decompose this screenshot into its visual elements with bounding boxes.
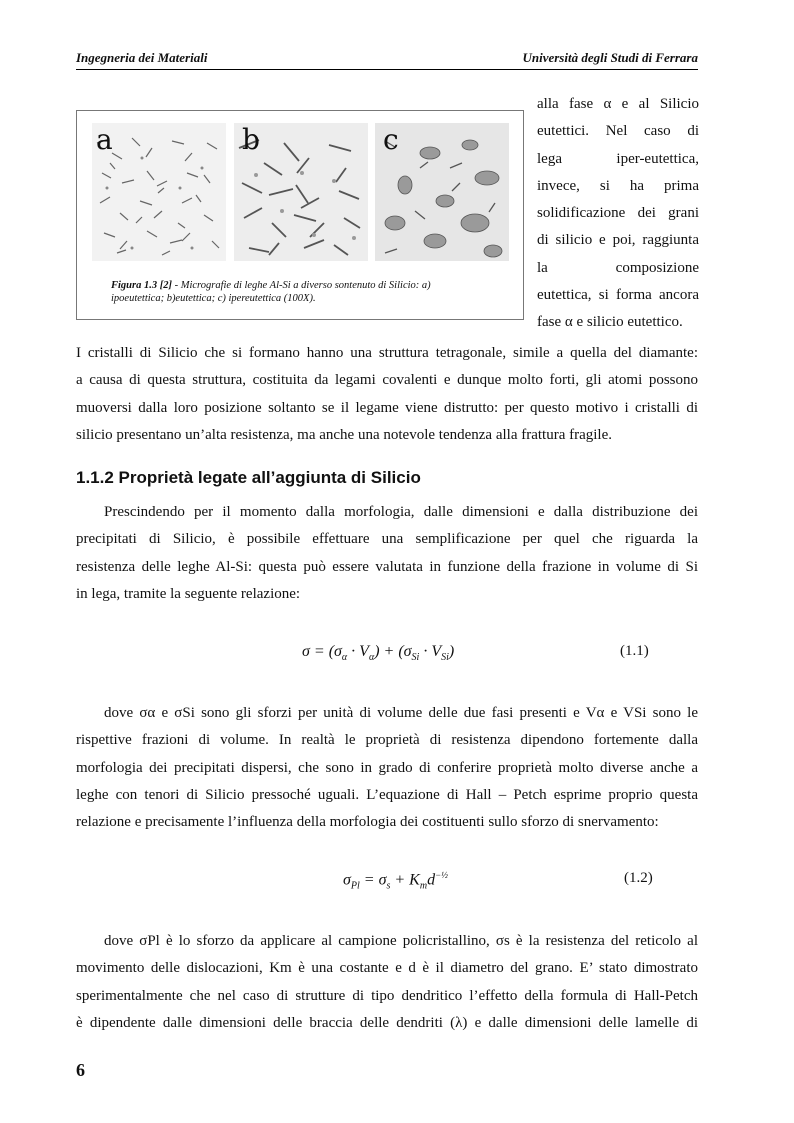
text-line: solidificazione dei grani: [537, 205, 699, 222]
text-line: eutettici. Nel caso di: [537, 123, 699, 140]
paragraph-hall-petch-detail: [76, 928, 698, 1037]
text-line: dove σα e σSi sono gli sforzi per unità di volume delle due fasi presenti e Vα e VSi sono le: [104, 705, 698, 721]
panel-label-a: a: [96, 123, 113, 156]
paragraph-silicon-crystals: [76, 340, 698, 449]
figure-caption-text-2: ipoeutettica; b)eutettica; c) ipereutettica (100X).: [111, 293, 316, 304]
text-line: alla fase α e al Silicio: [537, 96, 699, 112]
figure-caption-label: Figura 1.3 [2]: [111, 280, 172, 291]
figure-caption: [111, 279, 501, 305]
text-line: la composizione: [537, 259, 699, 276]
equation-number-1-1: (1.1): [620, 643, 649, 659]
paragraph-hall-petch-intro: [76, 700, 698, 836]
micrograph-a: [92, 123, 226, 261]
header-university: Università degli Studi di Ferrara: [522, 50, 698, 65]
text-line: in lega, tramite la seguente relazione:: [76, 585, 301, 602]
text-line: relazione e precisamente l’influenza della morfologia dei costituenti sullo sforzo di snervamento:: [76, 814, 659, 831]
text-line: movimento delle dislocazioni, Km è una costante e d è il diametro del grano. E’ stato dimostrato: [76, 960, 698, 977]
text-line: morfologia dei precipitati dispersi, che sono in grado di conferire proprietà molto diverse anche a: [76, 759, 698, 776]
micrograph-c: [375, 123, 509, 261]
header-course-title: Ingegneria dei Materiali: [76, 50, 208, 65]
text-line: leghe con tenori di Silicio pressoché uguali. L’equazione di Hall – Petch esprime proprio questa: [76, 786, 698, 803]
text-line: sperimentalmente che nel caso di strutture di tipo dendritico l’effetto della formula di Hall-Petch: [76, 987, 698, 1004]
text-line: dove σPl è lo sforzo da applicare al campione policristallino, σs è la resistenza del reticolo al: [104, 933, 698, 949]
text-line: precipitati di Silicio, è possibile effettuare una semplificazione per quel che riguarda la: [76, 531, 698, 548]
micrograph-b: [234, 123, 368, 261]
panel-label-c: c: [383, 123, 399, 156]
text-line: I cristalli di Silicio che si formano hanno una struttura tetragonale, simile a quella del diamante:: [76, 345, 698, 361]
text-line: muoversi dalla loro posizione soltanto se il legame viene distrutto: per questo motivo i cristalli di: [76, 399, 698, 416]
paragraph-resistance: [76, 499, 698, 608]
equation-1-2: $\sigma_{Pl} = \sigma_s + K_md^{-\frac{1}{2}}$: [343, 870, 448, 892]
panel-label-b: b: [242, 123, 260, 156]
figure-caption-text-1: - Micrografie di leghe Al-Si a diverso sontenuto di Silicio: a): [171, 280, 431, 291]
text-line: silicio presentano un’alta resistenza, ma anche una notevole tendenza alla frattura fragile.: [76, 426, 613, 443]
text-line: di silicio e poi, raggiunta: [537, 232, 699, 249]
text-line: eutettica, si forma ancora: [537, 287, 699, 304]
text-line: lega iper-eutettica,: [537, 150, 699, 167]
section-title: 1.1.2 Proprietà legate all’aggiunta di Silicio: [76, 468, 421, 487]
text-line: Prescindendo per il momento dalla morfologia, dalle dimensioni e dalla distribuzione dei: [104, 504, 698, 520]
text-line: resistenza delle leghe Al-Si: questa può essere valutata in funzione della frazione in volume di Si: [76, 558, 698, 575]
text-line: è dipendente dalle dimensioni delle braccia delle dendriti (λ) e dalle dimensioni delle lamelle di: [76, 1014, 698, 1031]
header-rule: [76, 69, 698, 70]
text-line: fase α e silicio eutettico.: [537, 314, 683, 331]
equation-number-1-2: (1.2): [624, 870, 653, 886]
equation-1-1: $\sigma = (\sigma_\alpha \cdot V_\alpha) + (\sigma_{Si} \cdot V_{Si})$: [302, 643, 455, 664]
side-paragraph: [537, 91, 699, 337]
text-line: a causa di questa struttura, costituita da legami covalenti e dunque molto forti, gli atomi possono: [76, 372, 698, 389]
figure-1-3: [76, 110, 524, 320]
text-line: invece, si ha prima: [537, 177, 699, 194]
page-number: 6: [76, 1060, 85, 1080]
text-line: rispettive frazioni di volume. In realtà le proprietà di resistenza dipendono fortemente dalla: [76, 732, 698, 749]
